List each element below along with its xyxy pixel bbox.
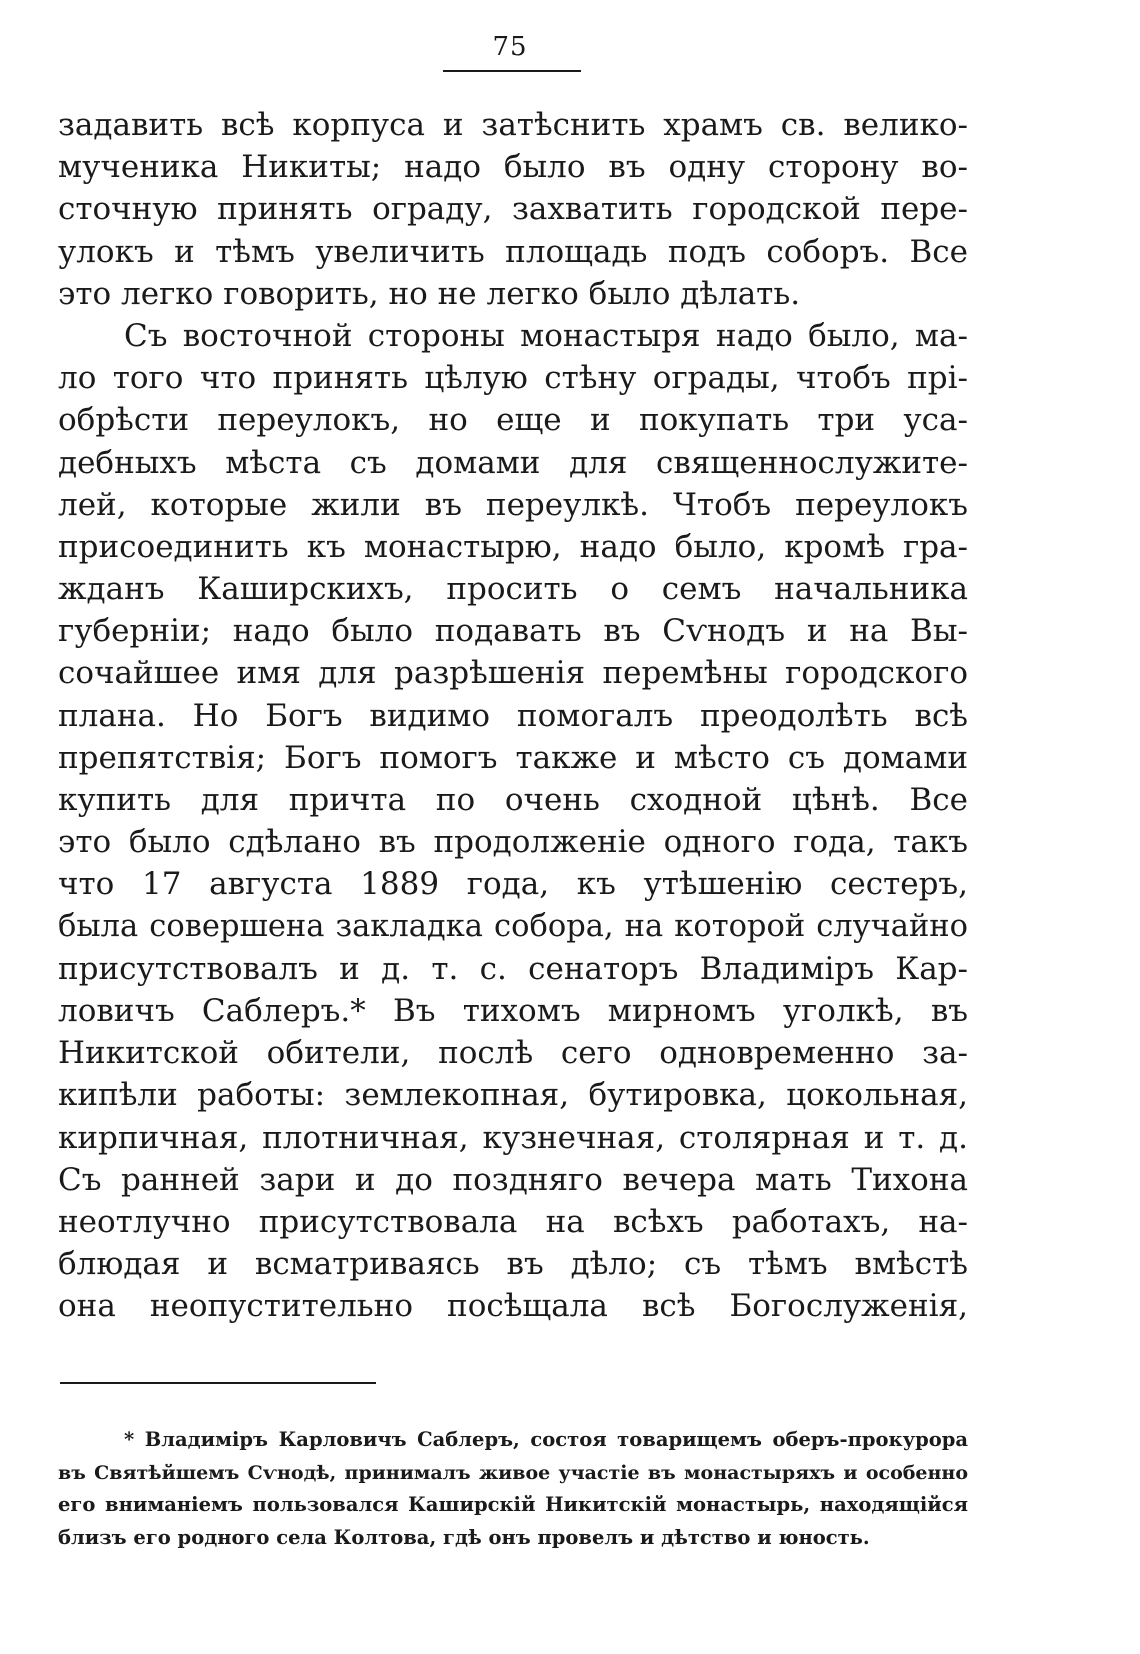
text-line: что 17 августа 1889 года, къ утѣшенію сестеръ, — [58, 866, 968, 903]
text-line: лей, которые жили въ переулкѣ. Чтобъ переулокъ — [58, 486, 968, 523]
footnote-line: близъ его родного села Колтова, гдѣ онъ провелъ и дѣтство и юность. — [58, 1525, 870, 1549]
text-line: неотлучно присутствовала на всѣхъ работахъ, на- — [58, 1203, 968, 1240]
text-line: препятствія; Богъ помогъ также и мѣсто съ домами — [58, 739, 968, 776]
text-line: Съ восточной стороны монастыря надо было, ма- — [124, 317, 968, 354]
text-line: мученика Никиты; надо было въ одну сторону во- — [58, 149, 968, 186]
text-line: присутствовалъ и д. т. с. сенаторъ Владиміръ Кар- — [58, 950, 968, 987]
text-line: ловичъ Саблеръ.* Въ тихомъ мирномъ уголкѣ, въ — [58, 992, 968, 1029]
footnote-line: въ Святѣйшемъ Сѵнодѣ, принималъ живое участіе въ монастыряхъ и особенно — [58, 1461, 968, 1484]
text-line: присоединить къ монастырю, надо было, кромѣ гра- — [58, 528, 968, 565]
footnote-line: его вниманіемъ пользовался Каширскій Никитскій монастырь, находящійся — [58, 1493, 968, 1516]
text-line: обрѣсти переулокъ, но еще и покупать три уса- — [58, 402, 968, 439]
text-line: плана. Но Богъ видимо помогалъ преодолѣть всѣ — [58, 697, 968, 734]
text-line: купить для причта по очень сходной цѣнѣ. Все — [58, 782, 968, 818]
text-line: кирпичная, плотничная, кузнечная, столярная и т. д. — [58, 1119, 968, 1156]
footnote — [58, 1424, 968, 1554]
text-line: сочайшее имя для разрѣшенія перемѣны городского — [58, 655, 968, 692]
text-line: губерніи; надо было подавать въ Сѵнодъ и на Вы- — [58, 613, 968, 650]
text-line: Никитской обители, послѣ сего одновременно за- — [58, 1035, 968, 1072]
text-line: это легко говорить, но не легко было дѣлать. — [58, 275, 801, 312]
text-line: Съ ранней зари и до поздняго вечера мать Тихона — [58, 1161, 968, 1198]
main-text — [58, 104, 968, 1327]
text-line: она неопустительно посѣщала всѣ Богослуженія, — [58, 1288, 968, 1325]
text-line: сточную принять ограду, захватить городской пере- — [58, 191, 968, 228]
page-number-rule — [443, 70, 581, 72]
text-line: ло того что принять цѣлую стѣну ограды, чтобъ прі- — [58, 360, 968, 397]
text-line: задавить всѣ корпуса и затѣснить храмъ св. велико- — [58, 107, 968, 143]
text-line: жданъ Каширскихъ, просить о семъ начальника — [58, 571, 968, 608]
page-number: 75 — [492, 32, 528, 62]
footnote-rule — [60, 1382, 376, 1384]
text-line: блюдая и всматриваясь въ дѣло; съ тѣмъ вмѣстѣ — [58, 1246, 968, 1283]
text-line: была совершена закладка собора, на которой случайно — [58, 908, 968, 944]
footnote-line: * Владиміръ Карловичъ Саблеръ, состоя товарищемъ оберъ-прокурора — [124, 1428, 968, 1451]
text-line: кипѣли работы: землекопная, бутировка, цокольная, — [58, 1077, 968, 1114]
text-line: это было сдѣлано въ продолженіе одного года, такъ — [58, 824, 968, 861]
text-line: дебныхъ мѣста съ домами для священнослужите- — [58, 444, 968, 481]
text-line: улокъ и тѣмъ увеличить площадь подъ соборъ. Все — [58, 233, 968, 270]
